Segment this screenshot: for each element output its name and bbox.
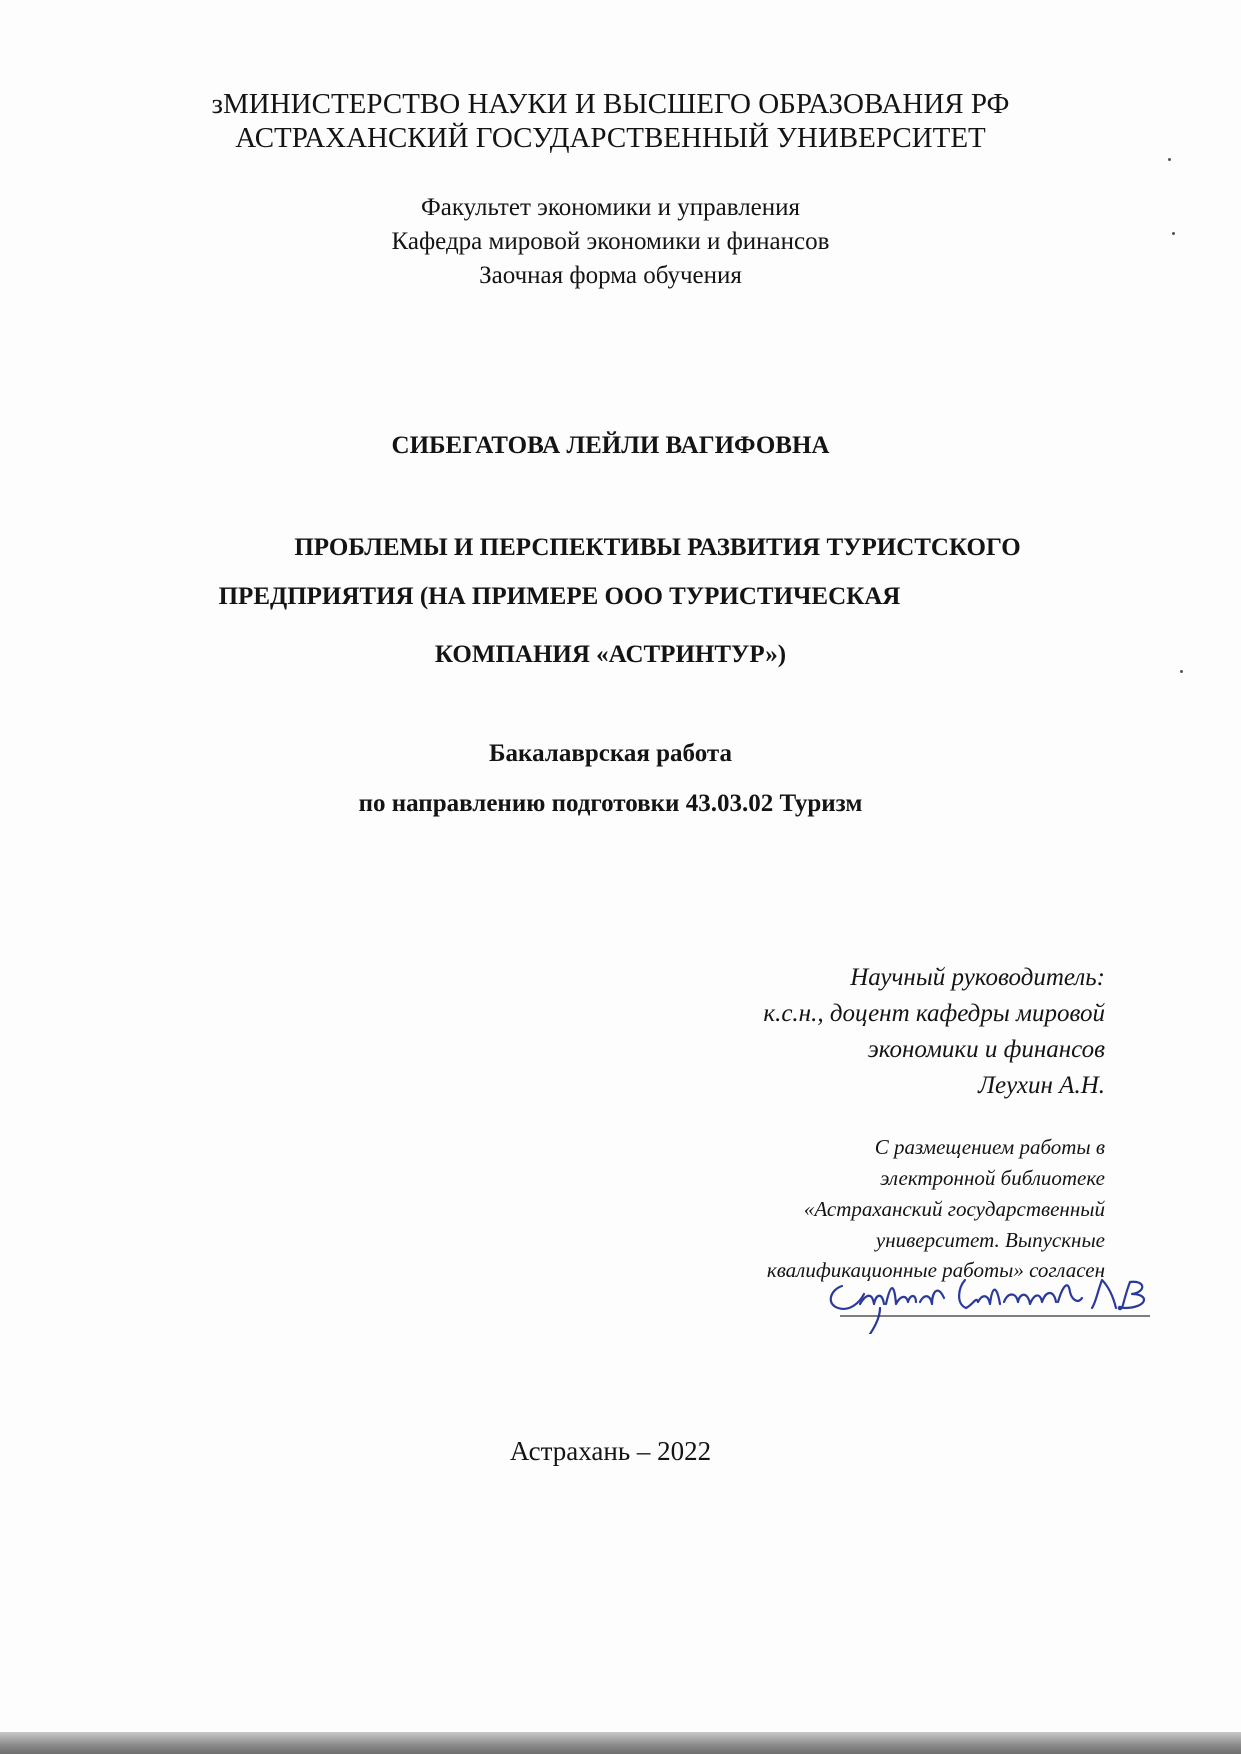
author-name: СИБЕГАТОВА ЛЕЙЛИ ВАГИФОВНА — [391, 432, 830, 459]
work-type: Бакалаврская работа — [489, 740, 732, 767]
thesis-title-line-1: ПРОБЛЕМЫ И ПЕРСПЕКТИВЫ РАЗВИТИЯ ТУРИСТСКОГО — [294, 534, 1021, 561]
scan-bottom-edge — [0, 1732, 1241, 1754]
study-direction: по направлению подготовки 43.03.02 Туризм — [358, 790, 863, 817]
thesis-title-line-3: КОМПАНИЯ «АСТРИНТУР») — [434, 641, 787, 668]
scan-speck — [1180, 670, 1183, 673]
ministry-heading: зМИНИСТЕРСТВО НАУКИ И ВЫСШЕГО ОБРАЗОВАНИЯ РФ — [211, 88, 1010, 120]
handwritten-signature — [820, 1264, 1170, 1334]
scan-speck — [1168, 158, 1171, 161]
consent-line-1: С размещением работы в — [874, 1135, 1105, 1159]
supervisor-label: Научный руководитель: — [850, 964, 1105, 991]
university-heading: АСТРАХАНСКИЙ ГОСУДАРСТВЕННЫЙ УНИВЕРСИТЕТ — [235, 122, 986, 154]
scan-speck — [1172, 232, 1175, 235]
study-form-line: Заочная форма обучения — [479, 262, 742, 289]
supervisor-degree: к.с.н., доцент кафедры мировой — [763, 1000, 1105, 1027]
consent-line-2: электронной библиотеке — [880, 1166, 1105, 1190]
consent-line-3: «Астраханский государственный — [803, 1197, 1105, 1221]
faculty-line: Факультет экономики и управления — [420, 194, 801, 221]
consent-line-4: университет. Выпускные — [875, 1228, 1105, 1252]
consent-line-5: квалификационные работы» согласен — [766, 1258, 1105, 1282]
city-and-year: Астрахань – 2022 — [509, 1436, 712, 1466]
thesis-title-line-2: ПРЕДПРИЯТИЯ (НА ПРИМЕРЕ ООО ТУРИСТИЧЕСКАЯ — [218, 583, 901, 610]
department-line: Кафедра мировой экономики и финансов — [391, 228, 830, 255]
supervisor-name: Леухин А.Н. — [978, 1072, 1105, 1099]
supervisor-department: экономики и финансов — [867, 1036, 1105, 1063]
